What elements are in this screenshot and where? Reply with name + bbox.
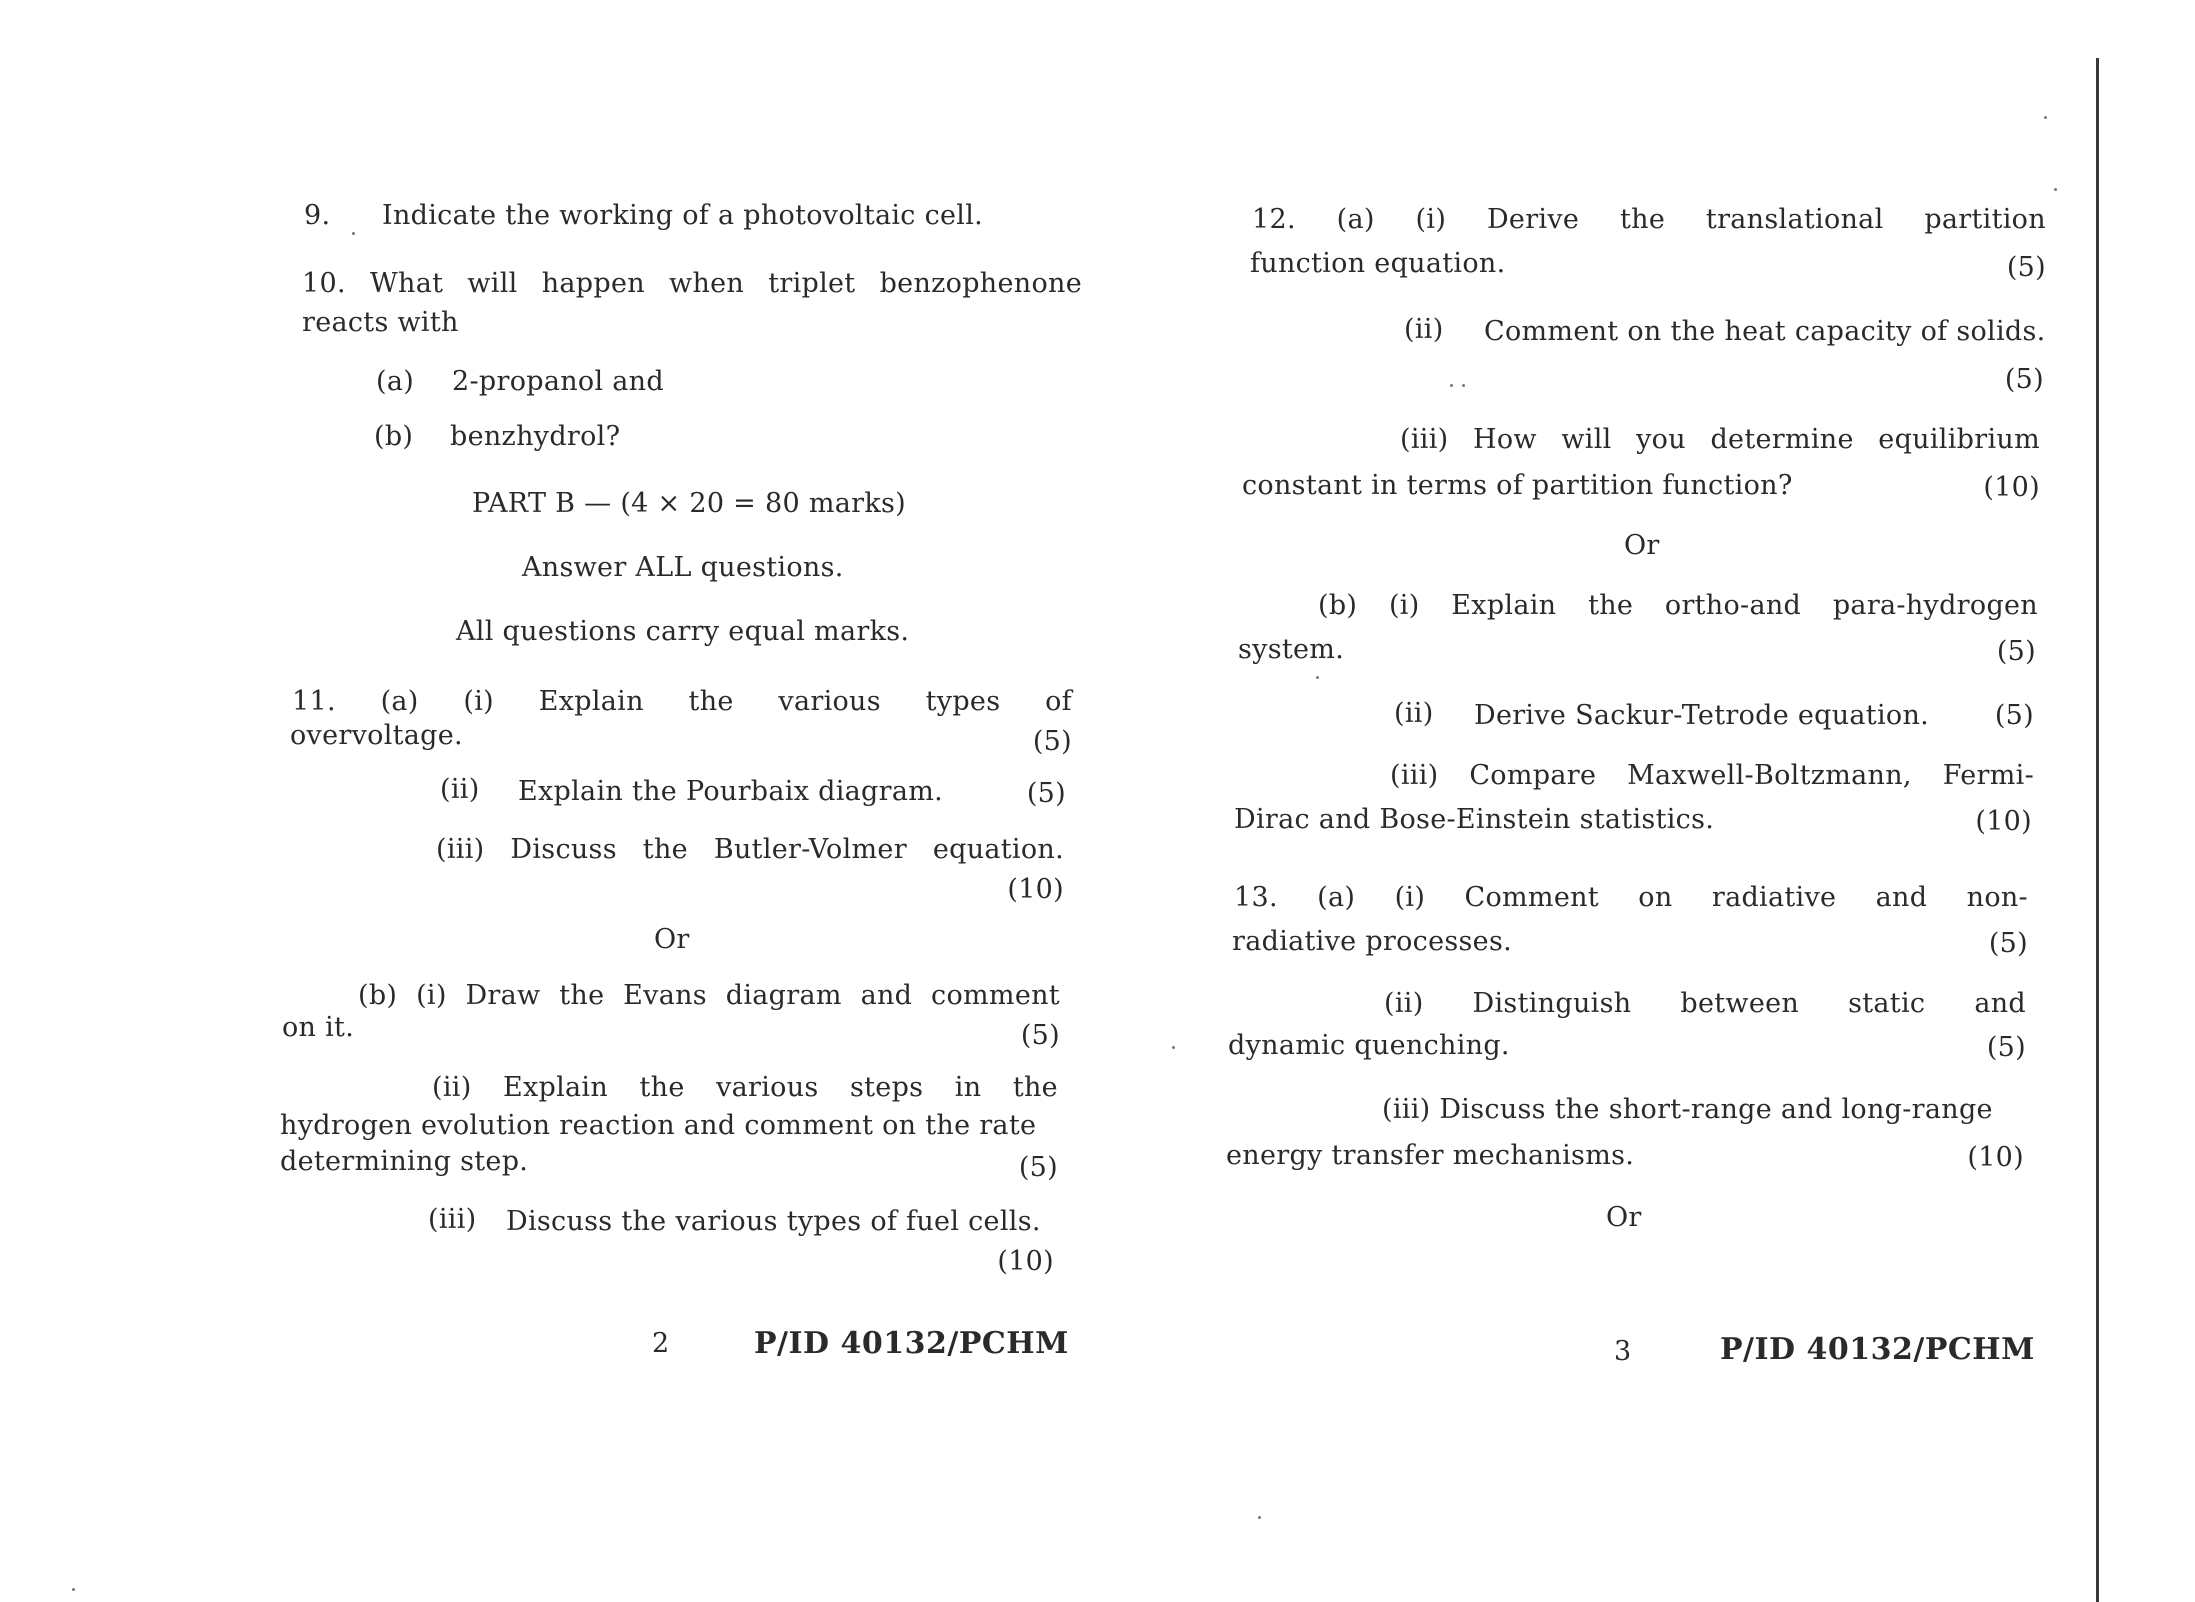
q10-line2: reacts with bbox=[302, 307, 459, 338]
word: benzophenone bbox=[879, 268, 1082, 299]
word: and bbox=[1974, 988, 2026, 1019]
q13-a-iii-marks: (10) bbox=[1967, 1142, 2024, 1173]
q11-b-ii-line2: hydrogen evolution reaction and comment on the rate bbox=[280, 1110, 1037, 1141]
word: triplet bbox=[768, 268, 856, 299]
word: (iii) bbox=[1390, 760, 1439, 791]
word: static bbox=[1848, 988, 1926, 1019]
word: you bbox=[1636, 424, 1686, 455]
q11-b-i-line1 bbox=[358, 980, 1060, 1012]
word: ortho-and bbox=[1664, 590, 1802, 621]
q12-b-i-line1 bbox=[1318, 590, 2038, 622]
q12-or: Or bbox=[1624, 530, 1660, 561]
q11-b-ii-marks: (5) bbox=[1018, 1152, 1058, 1183]
q12-a-i-line1 bbox=[1252, 204, 2046, 236]
word: (b) bbox=[1318, 590, 1358, 621]
word: (i) bbox=[416, 980, 447, 1011]
q10-a-text: 2-propanol and bbox=[452, 366, 664, 397]
word: Compare bbox=[1469, 760, 1597, 791]
q12-b-ii-label: (ii) bbox=[1394, 698, 1434, 729]
word: on bbox=[1638, 882, 1673, 913]
word: various bbox=[716, 1072, 819, 1103]
word: Butler-Volmer bbox=[713, 834, 907, 865]
word: steps bbox=[850, 1072, 924, 1103]
scan-speck bbox=[72, 1588, 75, 1591]
q13-or: Or bbox=[1606, 1202, 1642, 1233]
page-number-left: 2 bbox=[652, 1328, 670, 1359]
word: 10. bbox=[302, 268, 346, 299]
q11-b-iii-marks: (10) bbox=[997, 1246, 1054, 1277]
q13-a-i-marks: (5) bbox=[1988, 928, 2028, 959]
word: the bbox=[559, 980, 605, 1011]
word: when bbox=[669, 268, 745, 299]
q11-a-ii-text: Explain the Pourbaix diagram. bbox=[518, 776, 943, 807]
q12-b-iii-line2: Dirac and Bose-Einstein statistics. bbox=[1234, 804, 1715, 835]
word: (a) bbox=[1317, 882, 1356, 913]
word: the bbox=[639, 1072, 685, 1103]
q11-b-ii-line3: determining step. bbox=[280, 1146, 529, 1177]
scan-speck bbox=[2044, 116, 2047, 119]
word: Fermi- bbox=[1942, 760, 2034, 791]
word: between bbox=[1680, 988, 1800, 1019]
q12-a-iii-line2: constant in terms of partition function? bbox=[1242, 470, 1793, 501]
q10-b-text: benzhydrol? bbox=[450, 421, 621, 452]
word: Comment bbox=[1464, 882, 1599, 913]
word: the bbox=[1619, 204, 1666, 235]
word: equation. bbox=[932, 834, 1064, 865]
word: the bbox=[1012, 1072, 1058, 1103]
paper-code-right: P/ID 40132/PCHM bbox=[1720, 1332, 2035, 1367]
word: various bbox=[778, 686, 881, 717]
q13-a-i-line1 bbox=[1234, 882, 2028, 914]
word: (a) bbox=[1336, 204, 1375, 235]
part-b-instruction-2: All questions carry equal marks. bbox=[456, 616, 910, 647]
q13-a-i-line2: radiative processes. bbox=[1232, 926, 1512, 957]
word: types bbox=[925, 686, 1001, 717]
word: Evans bbox=[623, 980, 707, 1011]
q10-line1 bbox=[302, 268, 1082, 300]
word: (i) bbox=[1415, 204, 1447, 235]
q12-b-iii-marks: (10) bbox=[1975, 806, 2032, 837]
q9-text: Indicate the working of a photovoltaic cell. bbox=[382, 200, 984, 231]
scan-edge-line bbox=[2096, 58, 2099, 1602]
q13-a-iii-line1: (iii) Discuss the short-range and long-range bbox=[1382, 1094, 1993, 1125]
word: (ii) bbox=[432, 1072, 472, 1103]
word: (b) bbox=[358, 980, 398, 1011]
word: and bbox=[860, 980, 913, 1011]
q13-a-ii-marks: (5) bbox=[1986, 1032, 2026, 1063]
q12-b-ii-text: Derive Sackur-Tetrode equation. bbox=[1474, 700, 1930, 731]
word: (iii) bbox=[436, 834, 485, 865]
scan-speck bbox=[1462, 384, 1465, 387]
word: the bbox=[642, 834, 688, 865]
word: diagram bbox=[725, 980, 842, 1011]
scan-speck bbox=[2054, 188, 2057, 191]
q10-a-label: (a) bbox=[376, 366, 415, 397]
q11-b-iii-text: Discuss the various types of fuel cells. bbox=[506, 1206, 1041, 1237]
word: the bbox=[1588, 590, 1634, 621]
word: (iii) bbox=[1400, 424, 1449, 455]
word: happen bbox=[541, 268, 645, 299]
word: (a) bbox=[380, 686, 419, 717]
q10-b-label: (b) bbox=[374, 421, 414, 452]
q11-a-i-line1 bbox=[292, 686, 1072, 718]
q11-a-i-marks: (5) bbox=[1032, 726, 1072, 757]
word: Discuss bbox=[510, 834, 617, 865]
word: in bbox=[954, 1072, 982, 1103]
q11-a-ii-marks: (5) bbox=[1026, 778, 1066, 809]
paper-code-left: P/ID 40132/PCHM bbox=[754, 1326, 1069, 1361]
q11-b-i-marks: (5) bbox=[1020, 1020, 1060, 1051]
q11-b-ii-line1 bbox=[432, 1072, 1058, 1104]
word: 13. bbox=[1234, 882, 1278, 913]
word: 12. bbox=[1252, 204, 1296, 235]
scan-speck bbox=[1172, 1046, 1175, 1049]
q12-a-ii-label: (ii) bbox=[1404, 314, 1444, 345]
word: comment bbox=[931, 980, 1060, 1011]
word: Explain bbox=[538, 686, 644, 717]
word: Explain bbox=[502, 1072, 609, 1103]
q12-b-i-marks: (5) bbox=[1996, 636, 2036, 667]
scan-speck bbox=[352, 232, 355, 235]
word: Explain bbox=[1451, 590, 1557, 621]
q13-a-iii-line2: energy transfer mechanisms. bbox=[1226, 1140, 1635, 1171]
word: partition bbox=[1924, 204, 2046, 235]
scan-speck bbox=[1258, 1516, 1261, 1519]
q11-b-i-line2: on it. bbox=[282, 1012, 355, 1043]
word: equilibrium bbox=[1878, 424, 2040, 455]
q12-a-i-line2: function equation. bbox=[1250, 248, 1506, 279]
scan-speck bbox=[1450, 384, 1453, 387]
q12-a-iii-marks: (10) bbox=[1983, 472, 2040, 503]
q12-b-ii-marks: (5) bbox=[1994, 700, 2034, 731]
q12-b-iii-line1 bbox=[1390, 760, 2034, 792]
q11-a-ii-label: (ii) bbox=[440, 774, 480, 805]
q9-number: 9. bbox=[304, 200, 331, 231]
word: para-hydrogen bbox=[1832, 590, 2038, 621]
q12-a-ii-text: Comment on the heat capacity of solids. bbox=[1484, 316, 2046, 347]
q11-a-iii-marks: (10) bbox=[1007, 874, 1064, 905]
q11-a-iii-line1 bbox=[436, 834, 1064, 866]
word: will bbox=[1561, 424, 1612, 455]
q12-a-iii-line1 bbox=[1400, 424, 2040, 456]
q12-a-ii-marks: (5) bbox=[2004, 364, 2044, 395]
word: What bbox=[369, 268, 444, 299]
word: radiative bbox=[1711, 882, 1837, 913]
q12-b-i-line2: system. bbox=[1238, 634, 1345, 665]
word: 11. bbox=[292, 686, 336, 717]
word: determine bbox=[1710, 424, 1854, 455]
word: will bbox=[467, 268, 518, 299]
q13-a-ii-line2: dynamic quenching. bbox=[1228, 1030, 1510, 1061]
page-number-right: 3 bbox=[1614, 1336, 1632, 1367]
word: non- bbox=[1966, 882, 2028, 913]
word: the bbox=[688, 686, 734, 717]
word: (i) bbox=[1394, 882, 1426, 913]
q13-a-ii-line1 bbox=[1384, 988, 2026, 1020]
word: How bbox=[1473, 424, 1537, 455]
word: Draw bbox=[465, 980, 541, 1011]
q11-b-iii-label: (iii) bbox=[428, 1204, 477, 1235]
word: Derive bbox=[1486, 204, 1580, 235]
word: Distinguish bbox=[1472, 988, 1632, 1019]
part-b-instruction-1: Answer ALL questions. bbox=[522, 552, 844, 583]
scan-speck bbox=[1316, 676, 1319, 679]
word: (i) bbox=[1388, 590, 1420, 621]
word: translational bbox=[1705, 204, 1884, 235]
word: (i) bbox=[463, 686, 494, 717]
word: Maxwell-Boltzmann, bbox=[1627, 760, 1912, 791]
word: and bbox=[1875, 882, 1928, 913]
q12-a-i-marks: (5) bbox=[2006, 252, 2046, 283]
q11-or: Or bbox=[654, 924, 690, 955]
q11-a-i-line2: overvoltage. bbox=[290, 720, 463, 751]
word: of bbox=[1045, 686, 1072, 717]
part-b-heading: PART B — (4 × 20 = 80 marks) bbox=[472, 488, 906, 519]
word: (ii) bbox=[1384, 988, 1424, 1019]
